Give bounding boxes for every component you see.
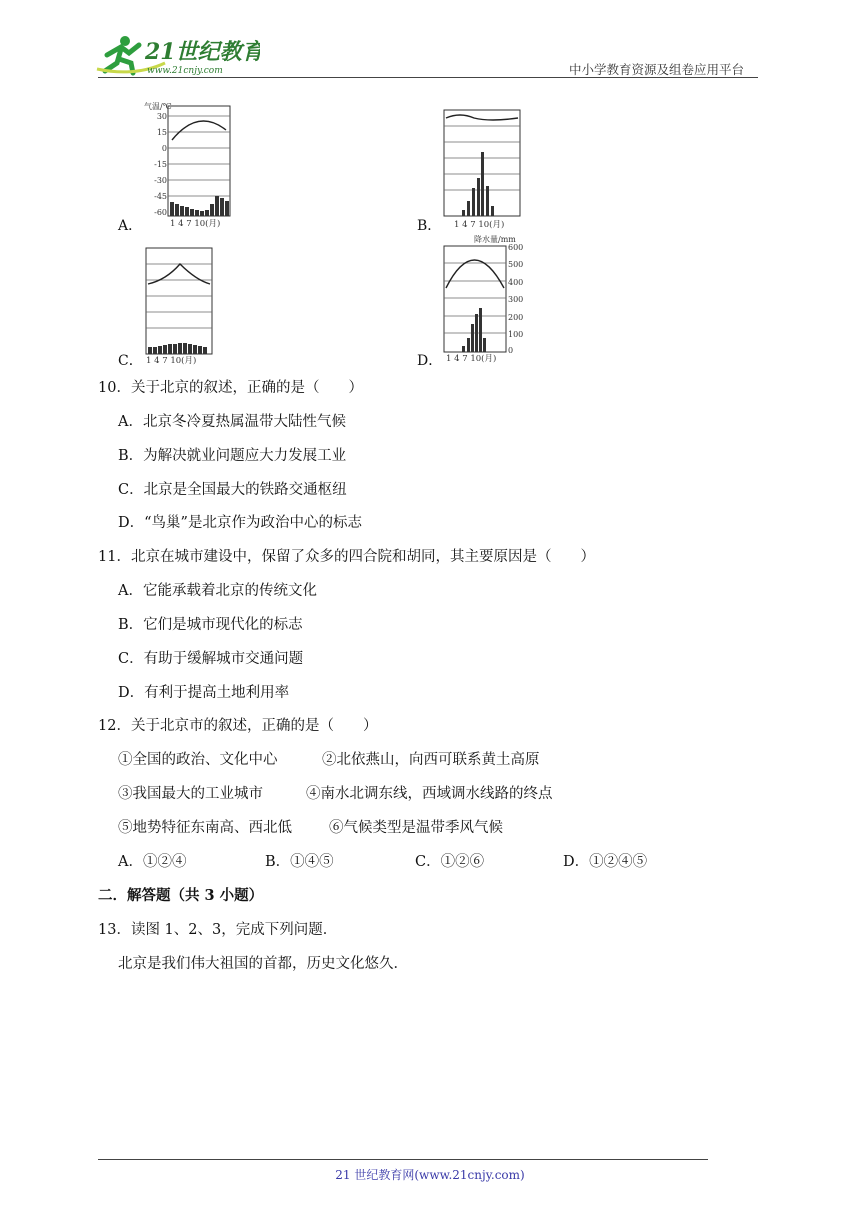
chart-b-label: B． — [417, 218, 442, 234]
q12-option-a: A．①②④ — [118, 854, 187, 870]
chart-d-label: D． — [417, 353, 443, 369]
chart-d-tick: 500 — [508, 260, 524, 269]
q10-option-c: C．北京是全国最大的铁路交通枢纽 — [118, 482, 347, 498]
platform-name: 中小学教育资源及组卷应用平台 — [569, 62, 745, 77]
q12-option-b: B．①④⑤ — [265, 854, 334, 870]
climate-chart-b — [440, 106, 530, 230]
chart-a-tick: -15 — [154, 160, 167, 169]
q13-text: 北京是我们伟大祖国的首都，历史文化悠久． — [118, 956, 408, 972]
section-heading: 二．解答题（共 3 小题） — [98, 887, 264, 904]
q12-item-4: ④南水北调东线，西域调水线路的终点 — [306, 786, 553, 802]
chart-d-tick: 400 — [508, 278, 524, 287]
footer-text: 21 世纪教育网(www.21cnjy.com) — [335, 1168, 525, 1182]
site-logo — [95, 33, 260, 81]
chart-d-tick: 100 — [508, 330, 524, 339]
chart-d-tick: 600 — [508, 243, 524, 252]
q13-stem: 13．读图 1、2、3，完成下列问题． — [98, 922, 338, 938]
chart-d-x-ticks: 1 4 7 10(月) — [446, 354, 497, 364]
chart-a-tick: -60 — [154, 208, 167, 217]
chart-d-tick: 0 — [508, 346, 514, 355]
chart-c-x-ticks: 1 4 7 10(月) — [146, 356, 197, 366]
chart-d-temp-line — [446, 260, 504, 288]
q11-stem: 11．北京在城市建设中，保留了众多的四合院和胡同，其主要原因是（ ） — [98, 549, 595, 565]
q12-option-c: C．①②⑥ — [415, 854, 485, 870]
chart-c-bars — [148, 343, 207, 354]
q10-option-b: B．为解决就业问题应大力发展工业 — [118, 448, 347, 464]
chart-a-tick: 30 — [156, 112, 167, 121]
logo-url: www.21cnjy.com — [147, 66, 223, 76]
chart-d-y-title: 降水量/mm — [474, 235, 516, 244]
chart-a-tick: 15 — [156, 128, 167, 137]
q12-option-d: D．①②④⑤ — [563, 854, 648, 870]
header-divider — [98, 77, 758, 78]
q12-item-1: ①全国的政治、文化中心 — [118, 752, 278, 768]
q11-option-c: C．有助于缓解城市交通问题 — [118, 651, 304, 667]
chart-a-x-ticks: 1 4 7 10(月) — [170, 219, 221, 229]
climate-chart-a — [140, 100, 245, 230]
q12-item-2: ②北依燕山，向西可联系黄土高原 — [322, 752, 540, 768]
chart-b-x-ticks: 1 4 7 10(月) — [454, 220, 505, 230]
chart-d-bars — [462, 308, 486, 352]
chart-c-temp-line — [148, 264, 210, 284]
chart-a-label: A． — [118, 218, 143, 234]
chart-a-temp-line — [172, 121, 226, 140]
chart-b-bars — [462, 152, 494, 216]
chart-d-tick: 200 — [508, 313, 524, 322]
q11-option-a: A．它能承载着北京的传统文化 — [118, 583, 317, 599]
climate-chart-d — [440, 232, 550, 366]
chart-a-tick: -45 — [154, 192, 167, 201]
logo-text: 21世纪教育 — [145, 39, 260, 65]
footer-divider — [98, 1159, 708, 1160]
q10-stem: 10．关于北京的叙述，正确的是（ ） — [98, 380, 363, 396]
runner-logo-icon — [95, 33, 260, 77]
chart-a-y-title: 气温/℃ — [144, 102, 172, 111]
q12-item-3: ③我国最大的工业城市 — [118, 786, 263, 802]
chart-c-label: C． — [118, 353, 143, 369]
q12-stem: 12．关于北京市的叙述，正确的是（ ） — [98, 718, 378, 734]
climate-chart-c — [142, 244, 232, 366]
chart-a-bars — [170, 196, 229, 216]
q12-item-6: ⑥气候类型是温带季风气候 — [329, 820, 503, 836]
q10-option-a: A．北京冬冷夏热属温带大陆性气候 — [118, 414, 346, 430]
q12-item-5: ⑤地势特征东南高、西北低 — [118, 820, 292, 836]
chart-a-tick: 0 — [161, 144, 167, 153]
q11-option-d: D．有利于提高土地利用率 — [118, 685, 290, 701]
chart-b-temp-line — [446, 115, 518, 120]
q11-option-b: B．它们是城市现代化的标志 — [118, 617, 303, 633]
q10-option-d: D．“鸟巢”是北京作为政治中心的标志 — [118, 515, 362, 531]
chart-a-tick: -30 — [154, 176, 167, 185]
chart-d-tick: 300 — [508, 295, 524, 304]
